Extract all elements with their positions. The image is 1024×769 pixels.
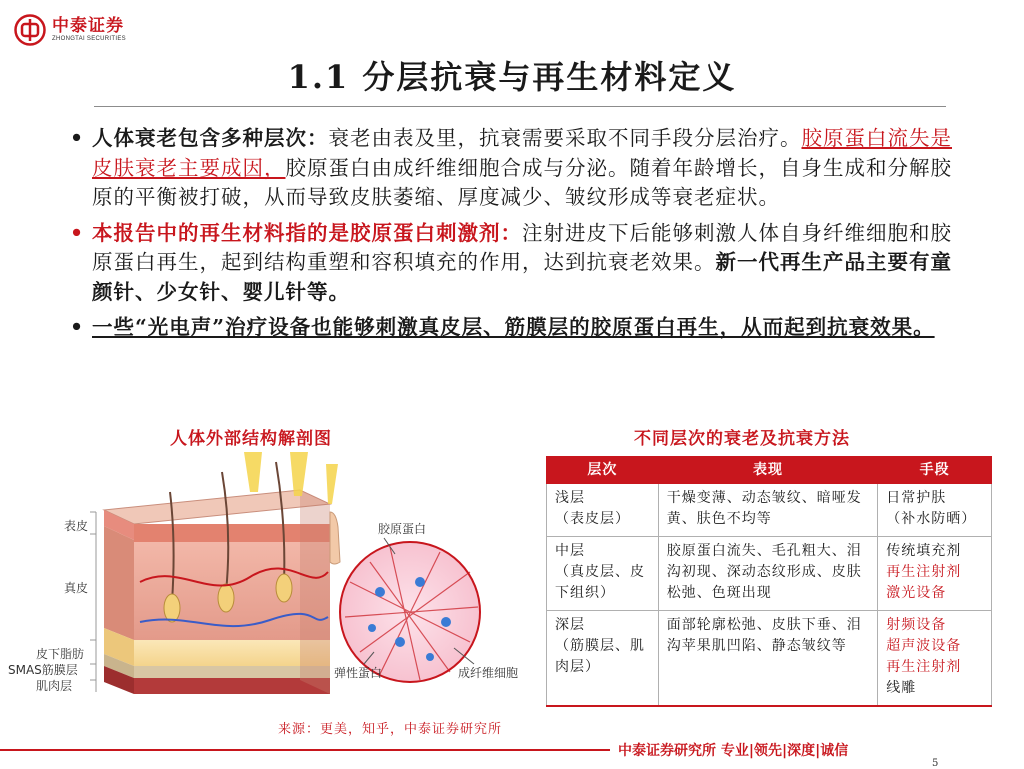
bullet-dot: • <box>70 315 85 339</box>
figure-caption: 人体外部结构解剖图 <box>170 429 332 449</box>
label-subcutaneous: 皮下脂肪 <box>36 647 85 661</box>
cell-symptoms: 干燥变薄、动态皱纹、暗哑发黄、肤色不均等 <box>658 484 877 537</box>
bullet-list <box>70 124 960 349</box>
table-row <box>547 484 992 537</box>
cell-symptoms: 面部轮廓松弛、皮肤下垂、泪沟苹果肌凹陷、静态皱纹等 <box>658 611 877 707</box>
bullet-aging-layers <box>70 124 960 213</box>
header-methods: 手段 <box>878 457 992 484</box>
label-dermis: 真皮 <box>64 581 89 595</box>
bullet-dot: • <box>70 220 85 245</box>
header-layer: 层次 <box>547 457 659 484</box>
bullet-text: 胶原蛋白由成纤维细胞合成与分泌。随着年龄增长，自身生成和分解胶原的平衡被打破，从而导致皮肤萎缩、厚度减少、皱纹形成等衰老症状。 <box>92 155 952 209</box>
aging-methods-table <box>546 456 992 707</box>
label-epidermis: 表皮 <box>64 519 89 533</box>
method-red: 射频设备 超声波设备 再生注射剂 <box>886 617 962 675</box>
cell-layer: 深层 （筋膜层、肌肉层） <box>547 611 659 707</box>
bullet-lead: 人体衰老包含多种层次： <box>92 126 329 150</box>
brand-name-cn: 中泰证券 <box>52 16 124 36</box>
cell-methods <box>878 611 992 707</box>
label-muscle: 肌肉层 <box>36 679 73 693</box>
page-number: 5 <box>932 758 939 769</box>
footer-divider <box>0 749 610 751</box>
brand-logo-icon <box>14 14 46 46</box>
method-black: 线雕 <box>886 680 917 696</box>
table-caption: 不同层次的衰老及抗衰方法 <box>634 429 850 449</box>
source-note: 来源：更美，知乎，中泰证券研究所 <box>278 722 503 737</box>
cell-methods <box>878 537 992 611</box>
method-red: 再生注射剂 激光设备 <box>886 564 962 601</box>
brand-logo <box>14 14 126 46</box>
cell-symptoms: 胶原蛋白流失、毛孔粗大、泪沟初现、深动态纹形成、皮肤松弛、色斑出现 <box>658 537 877 611</box>
label-smas: SMAS筋膜层 <box>8 663 78 677</box>
table-row <box>547 537 992 611</box>
table-header-row <box>547 457 992 484</box>
label-collagen: 胶原蛋白 <box>378 522 427 536</box>
method-black: 传统填充剂 <box>886 543 962 559</box>
bullet-bold-tail: 新一代再生产品主要有童颜针、少女针、婴儿针等。 <box>92 250 952 304</box>
cell-methods: 日常护肤 （补水防晒） <box>878 484 992 537</box>
bullet-text: 一些“光电声”治疗设备也能够刺激真皮层、筋膜层的胶原蛋白再生，从而起到抗衰效果。 <box>92 315 935 339</box>
label-elastin: 弹性蛋白 <box>334 666 383 680</box>
cell-layer: 中层 （真皮层、皮下组织） <box>547 537 659 611</box>
bullet-lead: 本报告中的再生材料指的是胶原蛋白刺激剂： <box>92 220 522 245</box>
bullet-regenerative-materials <box>70 219 960 308</box>
page-title: 1.1 分层抗衰与再生材料定义 <box>287 58 737 96</box>
table-row <box>547 611 992 707</box>
bullet-devices <box>70 313 960 343</box>
brand-name-en: ZHONGTAI SECURITIES <box>52 36 126 42</box>
bullet-highlight: 胶原蛋白流失是皮肤衰老主要成因， <box>92 126 952 180</box>
label-fibroblast: 成纤维细胞 <box>458 666 519 680</box>
bullet-text: 衰老由表及里，抗衰需要采取不同手段分层治疗。 <box>328 126 802 150</box>
cell-layer: 浅层 （表皮层） <box>547 484 659 537</box>
muscle-layer <box>134 678 330 694</box>
bullet-text: 注射进皮下后能够刺激人体自身纤维细胞和胶原蛋白再生，起到结构重塑和容积填充的作用，达到抗衰老效果。 <box>92 220 952 274</box>
footer-slogan: 中泰证券研究所 专业|领先|深度|诚信 <box>618 743 849 759</box>
header-symptoms: 表现 <box>658 457 877 484</box>
skin-anatomy-figure <box>0 452 540 712</box>
title-divider <box>94 106 946 107</box>
bullet-dot: • <box>70 126 85 150</box>
